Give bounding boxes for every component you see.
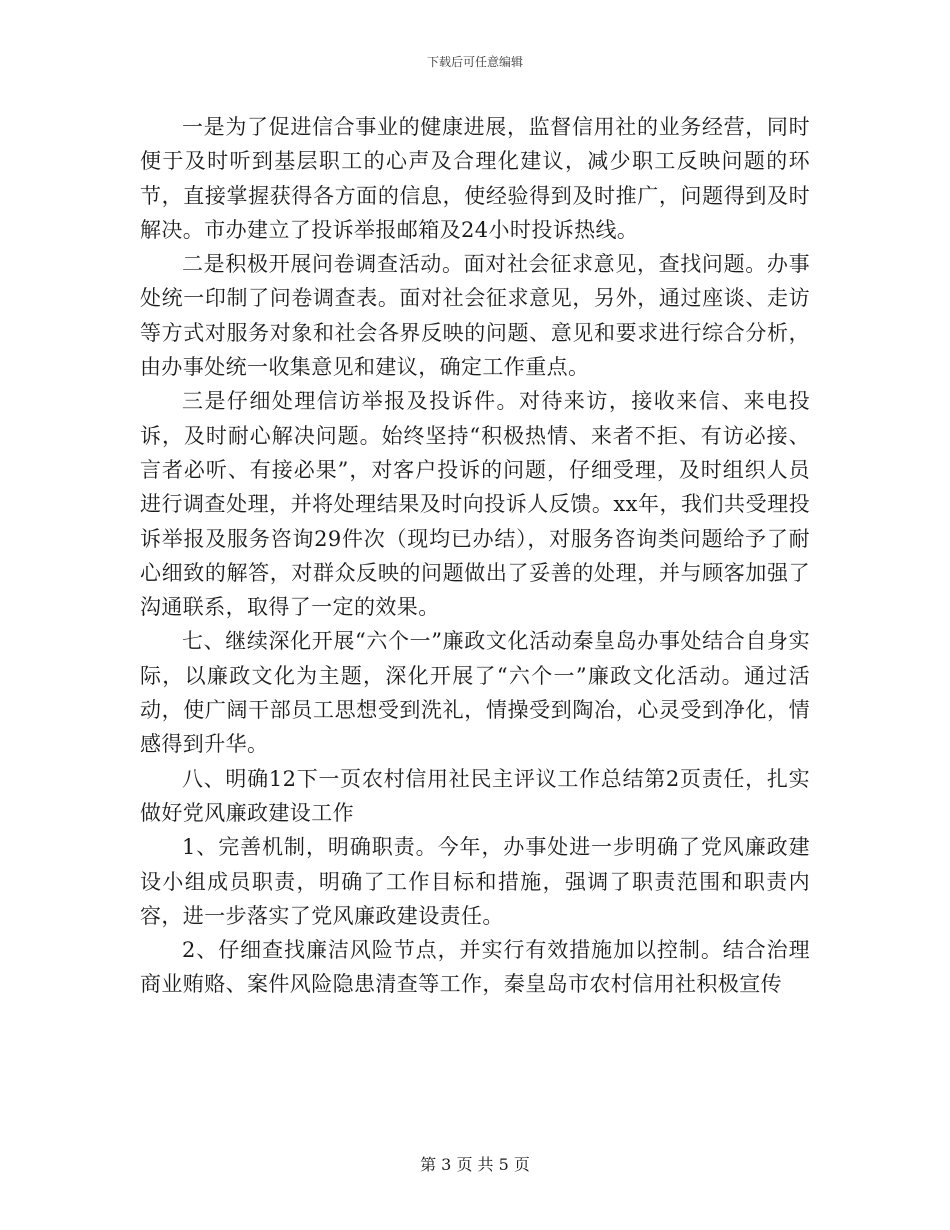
page-header: 下载后可任意编辑 — [426, 55, 523, 69]
paragraph-5: 八、明确12下一页农村信用社民主评议工作总结第2页责任，扎实做好党风廉政建设工作 — [140, 766, 810, 825]
page-footer: 第 3 页 共 5 页 — [420, 1155, 530, 1174]
paragraph-7: 2、仔细查找廉洁风险节点，并实行有效措施加以控制。结合治理商业贿赂、案件风险隐患清查等工作，秦皇岛市农村信用社积极宣传 — [140, 938, 810, 997]
paragraph-3: 三是仔细处理信访举报及投诉件。对待来访，接收来信、来电投诉，及时耐心解决问题。始终坚持“积极热情、来者不拒、有访必接、言者必听、有接必果”，对客户投诉的问题，仔细受理，及时组织人员进行调查处理，并将处理结果及时向投诉人反馈。xx年，我们共受理投诉举报及服务咨询29件次（现均已办结），对服务咨询类问题给予了耐心细致的解答，对群众反映的问题做出了妥善的处理，并与顾客加强了沟通联系，取得了一定的效果。 — [140, 389, 810, 620]
document-body — [140, 110, 810, 1002]
paragraph-4: 七、继续深化开展“六个一”廉政文化活动秦皇岛办事处结合自身实际，以廉政文化为主题，深化开展了“六个一”廉政文化活动。通过活动，使广阔干部员工思想受到洗礼，情操受到陶冶，心灵受到净化，情感得到升华。 — [140, 629, 810, 757]
paragraph-2: 二是积极开展问卷调查活动。面对社会征求意见，查找问题。办事处统一印制了问卷调查表。面对社会征求意见，另外，通过座谈、走访等方式对服务对象和社会各界反映的问题、意见和要求进行综合分析，由办事处统一收集意见和建议，确定工作重点。 — [140, 252, 810, 380]
paragraph-6: 1、完善机制，明确职责。今年，办事处进一步明确了党风廉政建设小组成员职责，明确了工作目标和措施，强调了职责范围和职责内容，进一步落实了党风廉政建设责任。 — [140, 835, 810, 928]
paragraph-1: 一是为了促进信合事业的健康进展，监督信用社的业务经营，同时便于及时听到基层职工的心声及合理化建议，减少职工反映问题的环节，直接掌握获得各方面的信息，使经验得到及时推广，问题得到及时解决。市办建立了投诉举报邮箱及24小时投诉热线。 — [140, 115, 810, 242]
